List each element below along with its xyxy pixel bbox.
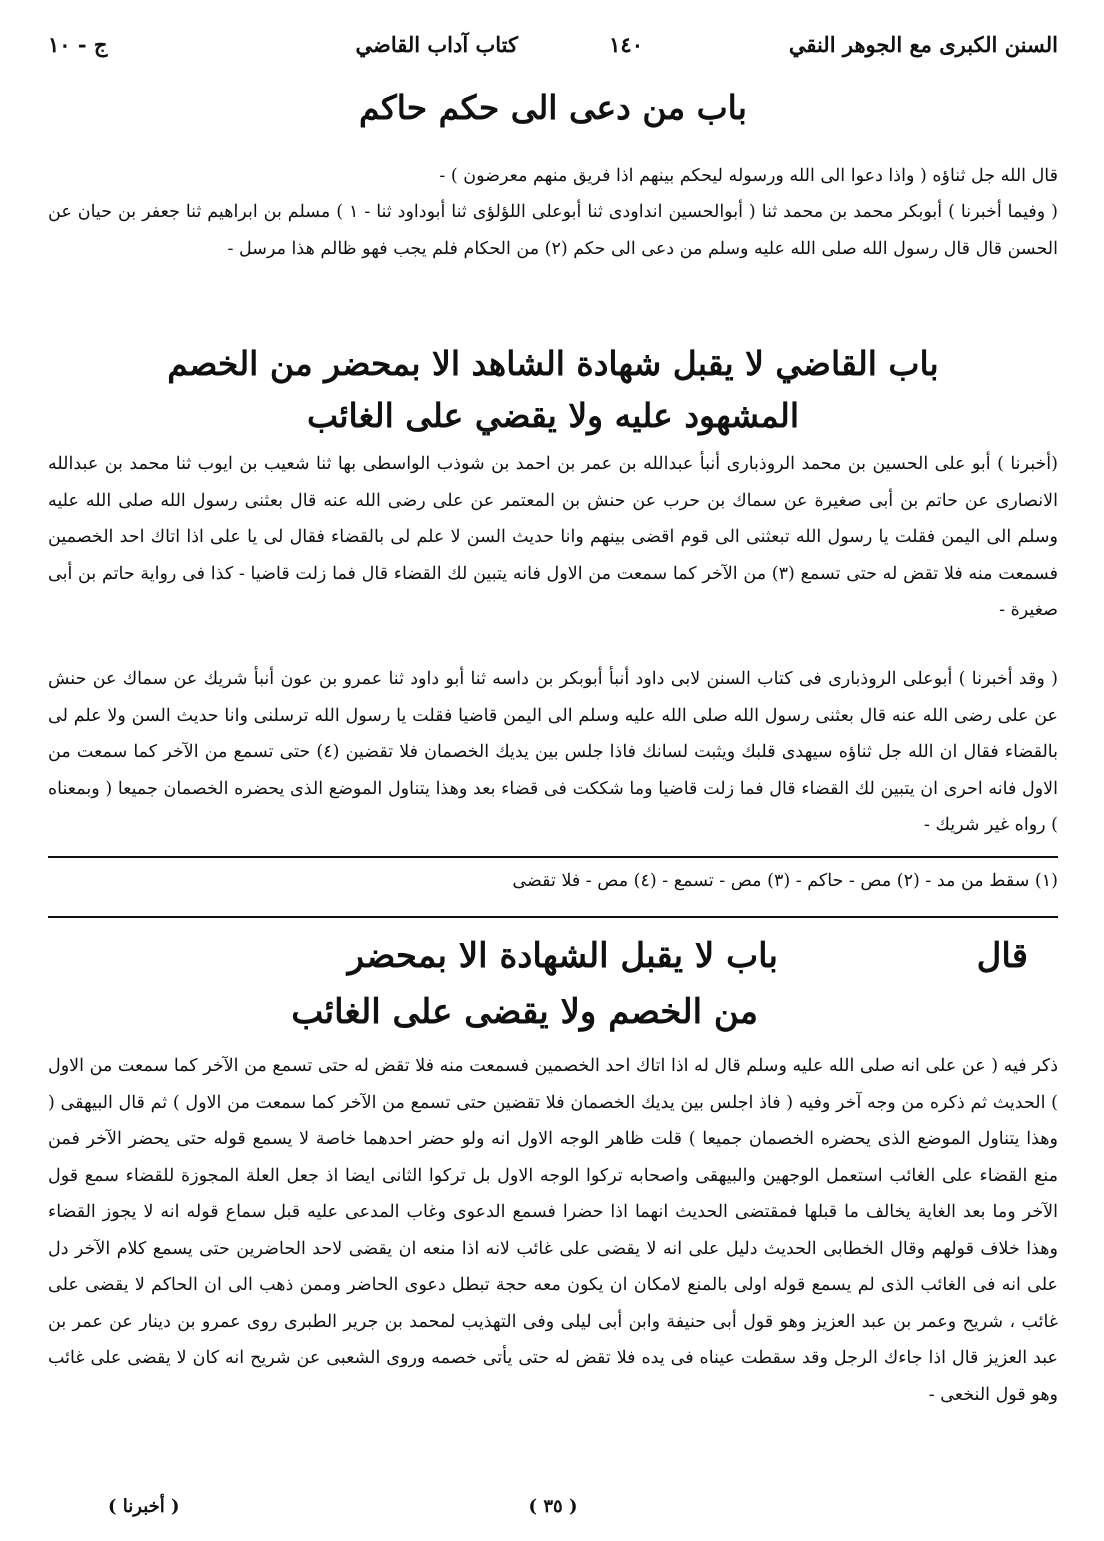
volume-number: ج - ١٠ <box>48 32 108 57</box>
running-header <box>48 26 1058 70</box>
page-footer <box>48 1496 1058 1526</box>
paragraph: ( وفيما أخبرنا ) أبوبكر محمد بن محمد ثنا ( أبوالحسين انداودى ثنا أبوعلى اللؤلؤى ثنا أبوداود ثنا - ١ ) مسلم بن ابراهيم ثنا جعفر بن حيان عن الحسن قال قال رسول الله صلى الله عليه وسلم من دعى الى حكم (٢) من الحكام فلم يجب فهو ظالم هذا مرسل - <box>48 202 1058 259</box>
paragraph: ( وقد أخبرنا ) أبوعلى الروذبارى فى كتاب السنن لابى داود أنبأ أبوبكر بن داسه ثنا أبو داود ثنا عمرو بن عون أنبأ شريك عن سماك عن حنش عن على رضى الله عنه قال بعثنى رسول الله صلى الله عليه وسلم الى اليمن قاضيا فقلت يا رسول الله ترسلنى وانا حديث السن ولا علم لى بالقضاء فقال ان الله جل ثناؤه سيهدى قلبك ويثبت لسانك فاذا جلس بين يديك الخصمان فلا تقضين (٤) حتى تسمع من الآخر كما سمعت من الاول فانه احرى ان يتبين لك القضاء قال فما زلت قاضيا وما شككت فى قضاء بعد وهذا يتناول الموضع الذى يحضره الخصمان جميعا ( وبمعناه ) رواه غير شريك - <box>48 669 1058 835</box>
commentary-label: قال <box>976 936 1028 976</box>
commentary-title: من الخصم ولا يقضى على الغائب <box>291 992 758 1032</box>
signature-mark: ( ٣٥ ) <box>528 1496 578 1517</box>
chapter-heading: باب من دعى الى حكم حاكم <box>359 88 747 127</box>
paragraph: (أخبرنا ) أبو على الحسين بن محمد الروذبارى أنبأ عبدالله بن عمر بن احمد بن شوذب الواسطى بها ثنا شعيب بن ايوب ثنا محمد بن عبدالله الانصارى عن حاتم بن أبى صغيرة عن سماك بن حرب عن حنش بن المعتمر عن على رضى الله عنه قال بعثنى رسول الله صلى الله عليه وسلم الى اليمن فقلت يا رسول الله تبعثنى الى قوم اقضى بينهم وانا حديث السن لا علم لى بالقضاء فقال لى يا على اذا اتاك احد الخصمين فسمعت منه فلا تقض له حتى تسمع (٣) من الآخر كما سمعت من الاول فانه يتبين لك القضاء قال فما زلت قاضيا - كذا فى رواية حاتم بن أبى صغيرة - <box>48 454 1058 620</box>
chapter-heading: باب القاضي لا يقبل شهادة الشاهد الا بمحضر من الخصم <box>167 344 939 383</box>
document-page <box>48 18 1058 1528</box>
page-number: ١٤٠ <box>609 32 643 57</box>
footnotes: (١) سقط من مد - (٢) مص - حاكم - (٣) مص - تسمع - (٤) مص - فلا تقضى <box>512 871 1058 891</box>
catchword: ( أخبرنا ) <box>108 1496 180 1517</box>
section-divider <box>48 916 1058 918</box>
commentary-heading <box>48 930 1058 1050</box>
paragraph: ذكر فيه ( عن على انه صلى الله عليه وسلم قال له اذا اتاك احد الخصمين فسمعت منه فلا تقض له حتى تسمع من الآخر كما سمعت من الاول ) الحديث ثم ذكره من وجه آخر وفيه ( فاذ اجلس بين يديك الخصمان فلا تقضين حتى تسمع من الآخر كما سمعت من الاول ) ثم قال البيهقى ( وهذا يتناول الموضع الذى يحضره الخصمان جميعا ) قلت ظاهر الوجه الاول انه ولو حضر احدهما خاصة لا يسمع قوله حتى يحضر الآخر فمن منع القضاء على الغائب استعمل الوجهين والبيهقى واصحابه تركوا الوجه الاول بل تركوا الثانى ايضا اذ جعل العلة المجوزة للقضاء سمع قول الآخر وما بعد الغاية يخالف ما قبلها فمقتضى الحديث انهما اذا حضرا فسمع الدعوى وغاب المدعى عليه قبل سماع قوله انه لا يجوز القضاء وهذا خلاف قولهم وقال الخطابى الحديث دليل على انه لا يقضى على غائب لانه اذا منعه ان يقضى لاحد الحاضرين حتى يسمع كلام الآخر دل على انه فى الغائب الذى لم يسمع قوله اولى بالمنع لامكان ان يكون معه حجة تبطل دعوى الحاضر وممن ذهب الى ان الحاكم لا يقضى على غائب ، شريح وعمر بن عبد العزيز وهو قول أبى حنيفة وابن أبى ليلى وفى التهذيب لمحمد بن جرير الطبرى روى عمرو بن دينار عن عمر بن عبد العزيز قال اذا جاءك الرجل وقد سقطت عيناه فى يده فلا تقض له حتى يأتى خصمه وروى الشعبى عن شريح انه كان لا يقضى على غائب وهو قول النخعى - <box>48 1056 1058 1405</box>
paragraph: قال الله جل ثناؤه ( واذا دعوا الى الله ورسوله ليحكم بينهم اذا فريق منهم معرضون ) - <box>439 166 1058 186</box>
section-title: كتاب آداب القاضي <box>355 32 518 57</box>
footnote-separator <box>48 856 1058 858</box>
commentary-title: باب لا يقبل الشهادة الا بمحضر <box>347 936 778 976</box>
chapter-heading: المشهود عليه ولا يقضي على الغائب <box>306 396 800 435</box>
book-title: السنن الكبرى مع الجوهر النقي <box>788 32 1058 57</box>
